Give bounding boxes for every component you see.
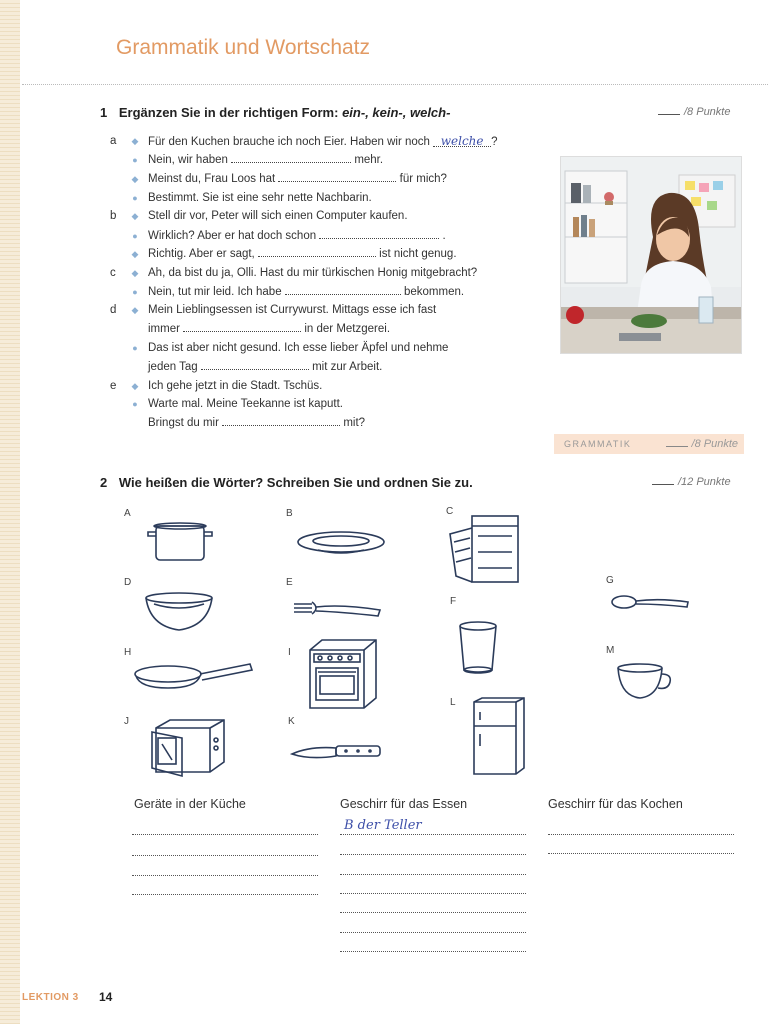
answer-blank[interactable]: [319, 228, 439, 239]
picture-label-f: F: [450, 596, 457, 607]
answer-blank[interactable]: [433, 133, 491, 147]
answer-blank[interactable]: [183, 321, 301, 332]
column-heading-essen: Geschirr für das Essen: [340, 797, 468, 811]
page-number: 14: [99, 990, 113, 1004]
line-text: Mein Lieblingsessen ist Currywurst. Mittags esse ich fast: [148, 304, 437, 316]
bowl-icon: [144, 590, 214, 634]
line-text-after: ?: [491, 136, 498, 148]
picture-label-g: G: [606, 575, 614, 586]
points-label: /12 Punkte: [678, 476, 731, 488]
line-text-after: mit zur Arbeit.: [312, 361, 383, 373]
exercise-2-number: 2: [100, 475, 108, 490]
answer-line-essen[interactable]: [340, 834, 526, 835]
title-divider: [22, 84, 768, 85]
line-text: immer: [148, 323, 180, 335]
fork-icon: [292, 598, 382, 622]
speaker-bullet-icon: ●: [132, 193, 138, 203]
line-text: Richtig. Aber er sagt,: [148, 248, 255, 260]
exercise-1-points: [658, 106, 730, 118]
item-letter: c: [110, 267, 116, 279]
frying-pan-icon: [132, 660, 254, 692]
speaker-bullet-icon: ●: [132, 287, 138, 297]
item-letter: a: [110, 135, 117, 147]
answer-blank[interactable]: [278, 171, 396, 182]
line-text-after: in der Metzgerei.: [304, 323, 391, 335]
exercise-1-forms: ein-, kein-, welch-: [342, 105, 451, 120]
line-text: Für den Kuchen brauche ich noch Eier. Haben wir noch: [148, 136, 430, 148]
answer-blank[interactable]: [231, 152, 351, 163]
line-text: Ich gehe jetzt in die Stadt. Tschüs.: [148, 380, 323, 392]
line-text: Nein, wir haben: [148, 154, 228, 166]
microwave-icon: [148, 718, 228, 778]
line-text-after: .: [442, 230, 446, 242]
picture-label-l: L: [450, 697, 456, 708]
line-text-after: mit?: [343, 417, 366, 429]
picture-label-h: H: [124, 647, 132, 658]
points-blank[interactable]: [658, 114, 680, 115]
picture-label-d: D: [124, 577, 132, 588]
grammatik-score-box: [554, 434, 744, 454]
answer-line-essen[interactable]: [340, 932, 526, 933]
speaker-bullet-icon: ●: [132, 399, 138, 409]
answer-line-essen[interactable]: [340, 893, 526, 894]
answer-line-kochen[interactable]: [548, 834, 734, 835]
line-text-after: mehr.: [354, 154, 384, 166]
answer-line-essen[interactable]: [340, 874, 526, 875]
woman-kitchen-photo: [560, 156, 742, 354]
exercise-2-heading: [100, 475, 473, 490]
speaker-bullet-icon: ◆: [131, 136, 139, 146]
exercise-1-heading: [100, 105, 450, 120]
answer-blank[interactable]: [222, 415, 340, 426]
cup-icon: [616, 660, 674, 704]
example-answer: B der Teller: [344, 818, 422, 833]
answer-line-geraete[interactable]: [132, 834, 318, 835]
speaker-bullet-icon: ◆: [131, 249, 139, 259]
dishwasher-icon: [446, 512, 522, 588]
refrigerator-icon: [470, 696, 526, 776]
exercise-2-instruction: Wie heißen die Wörter? Schreiben Sie und ordnen Sie zu.: [118, 475, 473, 490]
speaker-bullet-icon: ◆: [131, 305, 139, 315]
cooking-pot-icon: [144, 518, 216, 564]
knife-icon: [290, 740, 384, 764]
line-text: Bestimmt. Sie ist eine sehr nette Nachbarin.: [148, 192, 372, 204]
answer-blank[interactable]: [285, 284, 401, 295]
exercise-2-points: [652, 476, 731, 488]
footer-lektion: LEKTION 3: [22, 992, 79, 1003]
line-text: Stell dir vor, Peter will sich einen Computer kaufen.: [148, 210, 408, 222]
answer-line-essen[interactable]: [340, 951, 526, 952]
picture-label-b: B: [286, 508, 293, 519]
answer-line-geraete[interactable]: [132, 894, 318, 895]
column-heading-kochen: Geschirr für das Kochen: [548, 797, 683, 811]
speaker-bullet-icon: ◆: [131, 268, 139, 278]
speaker-bullet-icon: ●: [132, 155, 138, 165]
grammatik-points: [666, 434, 738, 454]
points-blank[interactable]: [666, 446, 688, 447]
points-label: /8 Punkte: [691, 438, 738, 450]
picture-label-e: E: [286, 577, 293, 588]
speaker-bullet-icon: ◆: [131, 174, 139, 184]
plate-icon: [296, 528, 386, 558]
line-text: Warte mal. Meine Teekanne ist kaputt.: [148, 398, 343, 410]
line-text: Nein, tut mir leid. Ich habe: [148, 286, 282, 298]
picture-label-m: M: [606, 645, 615, 656]
line-text: Bringst du mir: [148, 417, 219, 429]
item-letter: e: [110, 380, 117, 392]
line-text: Das ist aber nicht gesund. Ich esse lieber Äpfel und nehme: [148, 342, 449, 354]
speaker-bullet-icon: ●: [132, 343, 138, 353]
stove-icon: [306, 636, 380, 712]
answer-line-essen[interactable]: [340, 912, 526, 913]
points-blank[interactable]: [652, 484, 674, 485]
answer-blank[interactable]: [258, 246, 376, 257]
line-text-after: bekommen.: [404, 286, 465, 298]
answer-line-essen[interactable]: [340, 854, 526, 855]
line-text: Wirklich? Aber er hat doch schon: [148, 230, 317, 242]
line-text-after: ist nicht genug.: [379, 248, 457, 260]
picture-label-a: A: [124, 508, 131, 519]
grammatik-label: GRAMMATIK: [564, 439, 632, 449]
page-title: Grammatik und Wortschatz: [116, 36, 371, 59]
exercise-1-instruction: Ergänzen Sie in der richtigen Form:: [118, 105, 339, 120]
line-text-after: für mich?: [399, 173, 447, 185]
points-label: /8 Punkte: [684, 106, 731, 118]
line-text: Ah, da bist du ja, Olli. Hast du mir türkischen Honig mitgebracht?: [148, 267, 478, 279]
spoon-icon: [610, 590, 690, 614]
page-margin-stripe: [0, 0, 20, 1024]
answer-line-geraete[interactable]: [132, 875, 318, 876]
answer-blank[interactable]: [201, 359, 309, 370]
picture-label-j: J: [124, 716, 129, 727]
answer-line-kochen[interactable]: [548, 853, 734, 854]
item-letter: d: [110, 304, 117, 316]
picture-label-k: K: [288, 716, 295, 727]
speaker-bullet-icon: ◆: [131, 211, 139, 221]
line-text: jeden Tag: [148, 361, 198, 373]
picture-label-c: C: [446, 506, 454, 517]
speaker-bullet-icon: ●: [132, 231, 138, 241]
picture-label-i: I: [288, 647, 291, 658]
speaker-bullet-icon: ◆: [131, 381, 139, 391]
answer-line-geraete[interactable]: [132, 855, 318, 856]
glass-icon: [458, 620, 498, 676]
exercise-1-number: 1: [100, 105, 108, 120]
handwritten-answer: welche: [440, 134, 484, 148]
item-letter: b: [110, 210, 117, 222]
column-heading-geraete: Geräte in der Küche: [134, 797, 246, 811]
line-text: Meinst du, Frau Loos hat: [148, 173, 276, 185]
